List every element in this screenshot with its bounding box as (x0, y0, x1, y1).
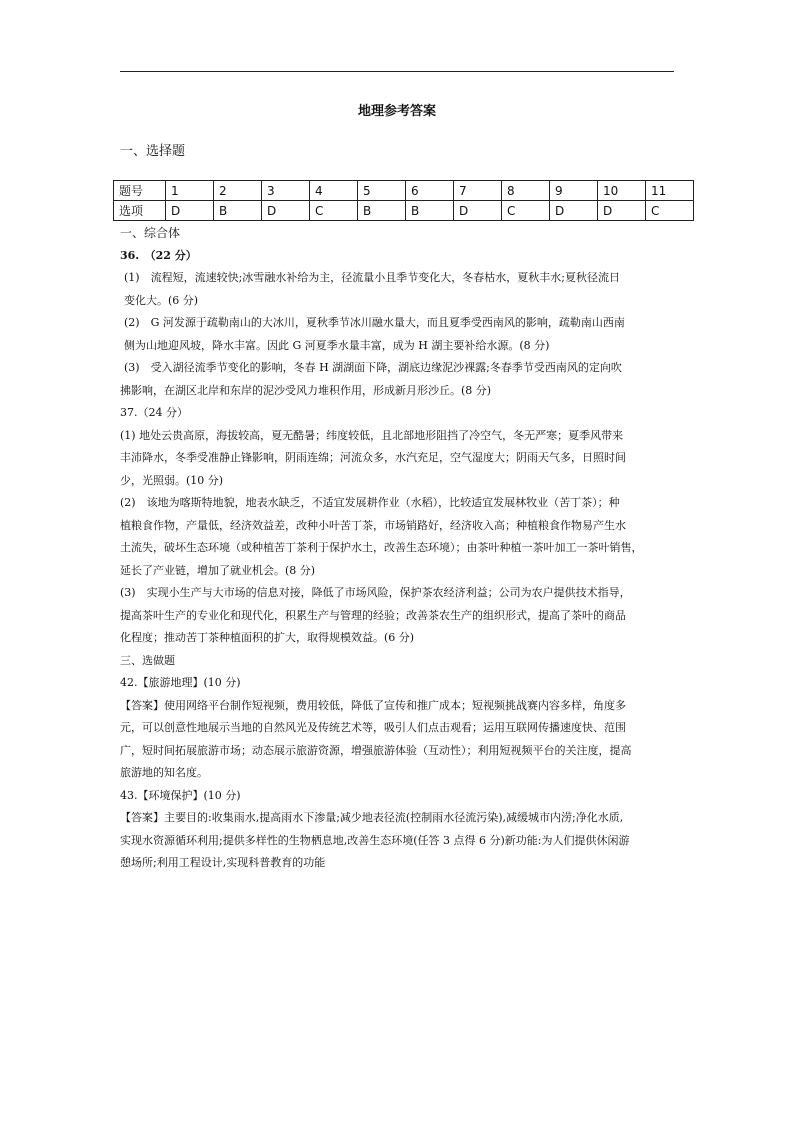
q42-answer-line: 【答案】使用网络平台制作短视频，费用较低，降低了宣传和推广成本；短视频挑战赛内容多样，角度多 (120, 698, 626, 712)
table-row-numbers (114, 181, 694, 201)
header-rule (120, 71, 674, 72)
row-label-number: 题号 (114, 181, 166, 201)
table-cell: D (550, 201, 598, 221)
table-cell: B (358, 201, 406, 221)
table-cell: 10 (598, 181, 646, 201)
table-cell: C (646, 201, 694, 221)
q43-answer-line: 【答案】主要目的:收集雨水,提高雨水下渗量;减少地表径流(控制雨水径流污染),减缓城市内涝;净化水质, (120, 811, 624, 824)
table-cell: 9 (550, 181, 598, 201)
q36-answer-3-line: (3) 受入湖径流季节变化的影响，冬春 H 湖湖面下降，湖底边缘泥沙裸露;冬春季节受西南风的定向吹 (124, 361, 622, 374)
table-cell: 6 (406, 181, 454, 201)
q37-answer-1-line: 少，光照弱。(10 分) (120, 473, 224, 487)
table-cell: 7 (454, 181, 502, 201)
q37-answer-3-line: 化程度；推动苦丁茶种植面积的扩大，取得规模效益。(6 分) (120, 631, 415, 644)
page-title: 地理参考答案 (357, 104, 436, 119)
q36-answer-2-line: (2) G 河发源于疏勒南山的大冰川，夏秋季节冰川融水量大，而且夏季受西南风的影响，疏勒南山西南 (124, 316, 625, 329)
q43-answer-line: 憩场所;利用工程设计,实现科普教育的功能 (120, 856, 326, 869)
q36-answer-2-line: 侧为山地迎风坡，降水丰富。因此 G 河夏季水量丰富，成为 H 湖主要补给水源。(8 分) (124, 338, 550, 352)
q36-answer-1-line: 变化大。(6 分) (124, 293, 199, 307)
q42-answer-line: 元，可以创意性地展示当地的自然风光及传统艺术等，吸引人们点击观看；运用互联网传播速度快、范围 (120, 721, 626, 734)
q37-answer-1-line: (1) 地处云贵高原，海拔较高，夏无酷暑；纬度较低，且北部地形阻挡了冷空气，冬无严寒；夏季风带来 (120, 428, 624, 442)
q37-answer-2-line: 植粮食作物，产量低，经济效益差，改种小叶苦丁茶，市场销路好，经济收入高；种植粮食作物易产生水 (120, 518, 626, 532)
q43-heading: 43.【环境保护】(10 分) (120, 788, 241, 802)
table-cell: 11 (646, 181, 694, 201)
table-cell: C (310, 201, 358, 221)
table-cell: D (262, 201, 310, 221)
table-cell: C (502, 201, 550, 221)
section-choice-heading: 一、选择题 (120, 144, 186, 159)
q37-heading: 37.（24 分） (120, 406, 188, 419)
table-cell: 5 (358, 181, 406, 201)
table-cell: 8 (502, 181, 550, 201)
q36-answer-1-line: (1) 流程短，流速较快;冰雪融水补给为主，径流量小且季节变化大，冬春枯水，夏秋丰水;夏秋径流日 (124, 271, 620, 284)
q37-answer-3-line: 提高茶叶生产的专业化和现代化，积累生产与管理的经验；改善茶农生产的组织形式，提高了茶叶的商品 (120, 608, 626, 622)
q43-answer-line: 实现水资源循环利用;提供多样性的生物栖息地,改善生态环境(任答 3 点得 6 分)新功能:为人们提供休闲游 (120, 833, 630, 847)
table-row-answers (114, 201, 694, 221)
q37-answer-1-line: 丰沛降水，冬季受准静止锋影响，阴雨连绵；河流众多，水汽充足，空气湿度大；阴雨天气多，日照时间 (120, 451, 626, 464)
table-cell: D (166, 201, 214, 221)
q42-answer-line: 广，短时间拓展旅游市场；动态展示旅游资源，增强旅游体验（互动性）；利用短视频平台的关注度，提高 (120, 743, 632, 757)
table-cell: D (454, 201, 502, 221)
table-cell: 3 (262, 181, 310, 201)
q37-answer-2-line: 延长了产业链，增加了就业机会。(8 分) (120, 563, 316, 577)
row-label-answer: 选项 (114, 201, 166, 221)
q36-heading: 36. （22 分） (120, 248, 197, 262)
q37-answer-2-line: 土流失，破坏生态环境（或种植苦丁茶利于保护水土，改善生态环境）；由茶叶种植一茶叶加工一茶叶销售， (120, 541, 643, 554)
section-comprehensive-heading: 一、综合体 (120, 226, 181, 240)
table-cell: 1 (166, 181, 214, 201)
section-optional-heading: 三、选做题 (120, 653, 175, 667)
q37-answer-3-line: (3) 实现小生产与大市场的信息对接，降低了市场风险，保护茶农经济利益；公司为农户提供技术指导， (120, 586, 631, 599)
q42-answer-line: 旅游地的知名度。 (120, 766, 208, 779)
answer-table (113, 180, 694, 221)
answer-body (120, 222, 676, 875)
table-cell: 2 (214, 181, 262, 201)
table-cell: B (406, 201, 454, 221)
q37-answer-2-line: (2) 该地为喀斯特地貌，地表水缺乏，不适宜发展耕作业（水稻），比较适宜发展林牧业（苦丁茶）；种 (120, 496, 620, 509)
q42-heading: 42.【旅游地理】(10 分) (120, 676, 241, 689)
table-cell: D (598, 201, 646, 221)
table-cell: 4 (310, 181, 358, 201)
table-cell: B (214, 201, 262, 221)
q36-answer-3-line: 拂影响，在湖区北岸和东岸的泥沙受风力堆积作用，形成新月形沙丘。(8 分) (120, 383, 492, 397)
